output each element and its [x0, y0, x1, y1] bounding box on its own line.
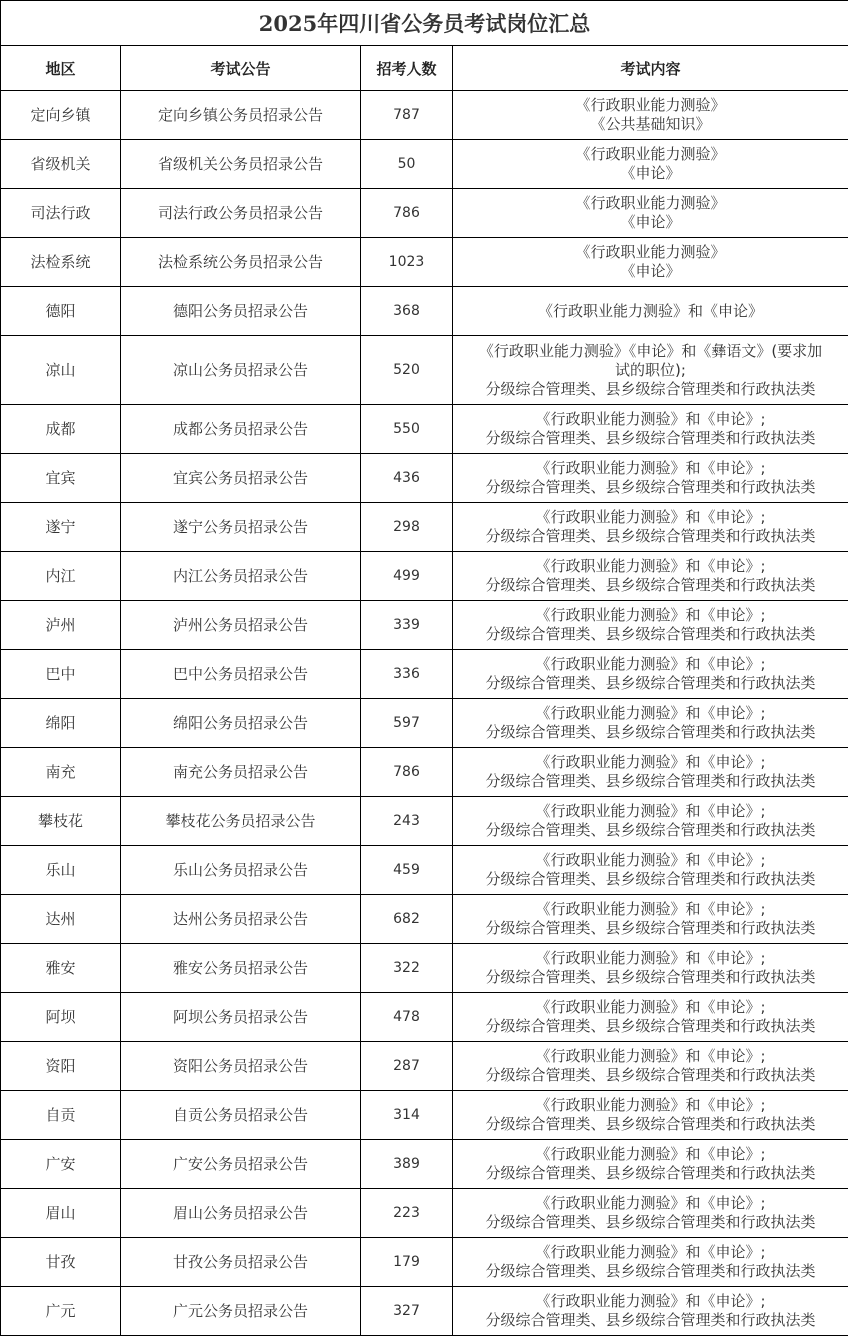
- table-row: [1, 650, 848, 699]
- content-cell: [453, 895, 848, 944]
- content-line: 《行政职业能力测验》和《申论》;: [457, 704, 844, 723]
- notice-cell: 绵阳公务员招录公告: [121, 699, 361, 748]
- region-cell: 法检系统: [1, 238, 121, 287]
- content-cell: [453, 91, 848, 140]
- notice-cell: 司法行政公务员招录公告: [121, 189, 361, 238]
- region-cell: 广安: [1, 1140, 121, 1189]
- table-row: [1, 1042, 848, 1091]
- notice-cell: 达州公务员招录公告: [121, 895, 361, 944]
- content-line: 《行政职业能力测验》和《申论》;: [457, 1145, 844, 1164]
- region-cell: 绵阳: [1, 699, 121, 748]
- table-row: [1, 336, 848, 405]
- table-title: 2025年四川省公务员考试岗位汇总: [1, 1, 848, 46]
- count-cell: 550: [361, 405, 453, 454]
- notice-cell: 凉山公务员招录公告: [121, 336, 361, 405]
- content-cell: [453, 748, 848, 797]
- notice-cell: 遂宁公务员招录公告: [121, 503, 361, 552]
- content-line: 《行政职业能力测验》和《申论》;: [457, 998, 844, 1017]
- content-line: 《申论》: [457, 262, 844, 281]
- count-cell: 50: [361, 140, 453, 189]
- content-line: 分级综合管理类、县乡级综合管理类和行政执法类: [457, 968, 844, 987]
- notice-cell: 成都公务员招录公告: [121, 405, 361, 454]
- table-row: [1, 189, 848, 238]
- count-cell: 389: [361, 1140, 453, 1189]
- content-line: 分级综合管理类、县乡级综合管理类和行政执法类: [457, 576, 844, 595]
- region-cell: 内江: [1, 552, 121, 601]
- content-cell: [453, 287, 848, 336]
- notice-cell: 内江公务员招录公告: [121, 552, 361, 601]
- notice-cell: 自贡公务员招录公告: [121, 1091, 361, 1140]
- content-line: 分级综合管理类、县乡级综合管理类和行政执法类: [457, 478, 844, 497]
- region-cell: 凉山: [1, 336, 121, 405]
- count-cell: 478: [361, 993, 453, 1042]
- table-row: [1, 846, 848, 895]
- count-cell: 243: [361, 797, 453, 846]
- content-cell: [453, 846, 848, 895]
- content-line: 《行政职业能力测验》和《申论》;: [457, 851, 844, 870]
- region-cell: 阿坝: [1, 993, 121, 1042]
- content-line: 分级综合管理类、县乡级综合管理类和行政执法类: [457, 1017, 844, 1036]
- content-line: 分级综合管理类、县乡级综合管理类和行政执法类: [457, 1311, 844, 1330]
- notice-cell: 巴中公务员招录公告: [121, 650, 361, 699]
- region-cell: 巴中: [1, 650, 121, 699]
- header-row: [1, 46, 848, 91]
- content-line: 分级综合管理类、县乡级综合管理类和行政执法类: [457, 674, 844, 693]
- count-cell: 682: [361, 895, 453, 944]
- notice-cell: 宜宾公务员招录公告: [121, 454, 361, 503]
- content-line: 《行政职业能力测验》和《申论》;: [457, 1292, 844, 1311]
- content-line: 《行政职业能力测验》: [457, 243, 844, 262]
- content-line: 《申论》: [457, 213, 844, 232]
- content-line: 《行政职业能力测验》和《申论》;: [457, 1096, 844, 1115]
- content-line: 分级综合管理类、县乡级综合管理类和行政执法类: [457, 625, 844, 644]
- table-row: [1, 944, 848, 993]
- region-cell: 自贡: [1, 1091, 121, 1140]
- region-cell: 甘孜: [1, 1238, 121, 1287]
- content-cell: [453, 1042, 848, 1091]
- table-body: [1, 91, 848, 1336]
- content-line: 分级综合管理类、县乡级综合管理类和行政执法类: [457, 919, 844, 938]
- count-cell: 287: [361, 1042, 453, 1091]
- notice-cell: 定向乡镇公务员招录公告: [121, 91, 361, 140]
- table-row: [1, 552, 848, 601]
- table-row: [1, 503, 848, 552]
- region-cell: 达州: [1, 895, 121, 944]
- table-row: [1, 895, 848, 944]
- content-cell: [453, 405, 848, 454]
- table-row: [1, 287, 848, 336]
- content-line: 《行政职业能力测验》和《申论》;: [457, 1243, 844, 1262]
- content-line: 分级综合管理类、县乡级综合管理类和行政执法类: [457, 527, 844, 546]
- region-cell: 雅安: [1, 944, 121, 993]
- content-line: 分级综合管理类、县乡级综合管理类和行政执法类: [457, 1262, 844, 1281]
- content-line: 《行政职业能力测验》和《申论》: [457, 302, 844, 321]
- notice-cell: 德阳公务员招录公告: [121, 287, 361, 336]
- header-content: 考试内容: [453, 46, 848, 91]
- count-cell: 787: [361, 91, 453, 140]
- content-line: 《行政职业能力测验》和《申论》;: [457, 802, 844, 821]
- content-line: 《行政职业能力测验》《申论》和《彝语文》(要求加: [457, 342, 844, 361]
- region-cell: 资阳: [1, 1042, 121, 1091]
- content-cell: [453, 454, 848, 503]
- content-cell: [453, 336, 848, 405]
- content-cell: [453, 1287, 848, 1336]
- region-cell: 南充: [1, 748, 121, 797]
- content-line: 分级综合管理类、县乡级综合管理类和行政执法类: [457, 1066, 844, 1085]
- count-cell: 322: [361, 944, 453, 993]
- header-notice: 考试公告: [121, 46, 361, 91]
- region-cell: 成都: [1, 405, 121, 454]
- table-row: [1, 1091, 848, 1140]
- region-cell: 眉山: [1, 1189, 121, 1238]
- region-cell: 遂宁: [1, 503, 121, 552]
- content-line: 分级综合管理类、县乡级综合管理类和行政执法类: [457, 723, 844, 742]
- count-cell: 179: [361, 1238, 453, 1287]
- notice-cell: 广安公务员招录公告: [121, 1140, 361, 1189]
- table-row: [1, 405, 848, 454]
- count-cell: 436: [361, 454, 453, 503]
- region-cell: 德阳: [1, 287, 121, 336]
- content-line: 《行政职业能力测验》: [457, 145, 844, 164]
- content-line: 《行政职业能力测验》和《申论》;: [457, 557, 844, 576]
- table-row: [1, 1287, 848, 1336]
- table-row: [1, 748, 848, 797]
- content-line: 分级综合管理类、县乡级综合管理类和行政执法类: [457, 870, 844, 889]
- notice-cell: 眉山公务员招录公告: [121, 1189, 361, 1238]
- notice-cell: 阿坝公务员招录公告: [121, 993, 361, 1042]
- count-cell: 314: [361, 1091, 453, 1140]
- table-row: [1, 238, 848, 287]
- content-cell: [453, 944, 848, 993]
- content-line: 《行政职业能力测验》和《申论》;: [457, 606, 844, 625]
- content-cell: [453, 552, 848, 601]
- region-cell: 泸州: [1, 601, 121, 650]
- content-line: 分级综合管理类、县乡级综合管理类和行政执法类: [457, 821, 844, 840]
- content-line: 《行政职业能力测验》和《申论》;: [457, 1194, 844, 1213]
- content-cell: [453, 238, 848, 287]
- region-cell: 广元: [1, 1287, 121, 1336]
- count-cell: 336: [361, 650, 453, 699]
- table-row: [1, 601, 848, 650]
- content-cell: [453, 1091, 848, 1140]
- table-row: [1, 1238, 848, 1287]
- count-cell: 597: [361, 699, 453, 748]
- content-line: 《行政职业能力测验》和《申论》;: [457, 655, 844, 674]
- content-cell: [453, 1140, 848, 1189]
- content-line: 试的职位);: [457, 361, 844, 380]
- notice-cell: 乐山公务员招录公告: [121, 846, 361, 895]
- table-row: [1, 454, 848, 503]
- content-line: 《行政职业能力测验》和《申论》;: [457, 1047, 844, 1066]
- content-line: 《行政职业能力测验》和《申论》;: [457, 410, 844, 429]
- count-cell: 339: [361, 601, 453, 650]
- content-cell: [453, 189, 848, 238]
- count-cell: 368: [361, 287, 453, 336]
- content-line: 《行政职业能力测验》和《申论》;: [457, 900, 844, 919]
- content-line: 《行政职业能力测验》: [457, 96, 844, 115]
- count-cell: 298: [361, 503, 453, 552]
- table-row: [1, 140, 848, 189]
- notice-cell: 法检系统公务员招录公告: [121, 238, 361, 287]
- region-cell: 定向乡镇: [1, 91, 121, 140]
- content-cell: [453, 503, 848, 552]
- content-cell: [453, 601, 848, 650]
- region-cell: 乐山: [1, 846, 121, 895]
- table-row: [1, 993, 848, 1042]
- content-cell: [453, 1238, 848, 1287]
- count-cell: 786: [361, 189, 453, 238]
- content-line: 分级综合管理类、县乡级综合管理类和行政执法类: [457, 1115, 844, 1134]
- content-line: 《行政职业能力测验》和《申论》;: [457, 753, 844, 772]
- content-line: 分级综合管理类、县乡级综合管理类和行政执法类: [457, 429, 844, 448]
- notice-cell: 资阳公务员招录公告: [121, 1042, 361, 1091]
- header-count: 招考人数: [361, 46, 453, 91]
- content-line: 《行政职业能力测验》和《申论》;: [457, 508, 844, 527]
- region-cell: 省级机关: [1, 140, 121, 189]
- region-cell: 司法行政: [1, 189, 121, 238]
- count-cell: 459: [361, 846, 453, 895]
- notice-cell: 泸州公务员招录公告: [121, 601, 361, 650]
- content-line: 分级综合管理类、县乡级综合管理类和行政执法类: [457, 380, 844, 399]
- count-cell: 1023: [361, 238, 453, 287]
- table-row: [1, 699, 848, 748]
- notice-cell: 攀枝花公务员招录公告: [121, 797, 361, 846]
- table-row: [1, 91, 848, 140]
- table-row: [1, 1140, 848, 1189]
- content-line: 《公共基础知识》: [457, 115, 844, 134]
- notice-cell: 甘孜公务员招录公告: [121, 1238, 361, 1287]
- notice-cell: 南充公务员招录公告: [121, 748, 361, 797]
- content-line: 分级综合管理类、县乡级综合管理类和行政执法类: [457, 1213, 844, 1232]
- content-cell: [453, 993, 848, 1042]
- notice-cell: 省级机关公务员招录公告: [121, 140, 361, 189]
- content-line: 《申论》: [457, 164, 844, 183]
- count-cell: 223: [361, 1189, 453, 1238]
- content-cell: [453, 699, 848, 748]
- content-line: 分级综合管理类、县乡级综合管理类和行政执法类: [457, 772, 844, 791]
- content-line: 《行政职业能力测验》: [457, 194, 844, 213]
- content-cell: [453, 140, 848, 189]
- content-line: 分级综合管理类、县乡级综合管理类和行政执法类: [457, 1164, 844, 1183]
- content-cell: [453, 797, 848, 846]
- content-line: 《行政职业能力测验》和《申论》;: [457, 949, 844, 968]
- content-cell: [453, 650, 848, 699]
- notice-cell: 雅安公务员招录公告: [121, 944, 361, 993]
- table-row: [1, 1189, 848, 1238]
- region-cell: 攀枝花: [1, 797, 121, 846]
- table-row: [1, 797, 848, 846]
- count-cell: 520: [361, 336, 453, 405]
- region-cell: 宜宾: [1, 454, 121, 503]
- header-region: 地区: [1, 46, 121, 91]
- content-cell: [453, 1189, 848, 1238]
- notice-cell: 广元公务员招录公告: [121, 1287, 361, 1336]
- count-cell: 786: [361, 748, 453, 797]
- count-cell: 499: [361, 552, 453, 601]
- count-cell: 327: [361, 1287, 453, 1336]
- content-line: 《行政职业能力测验》和《申论》;: [457, 459, 844, 478]
